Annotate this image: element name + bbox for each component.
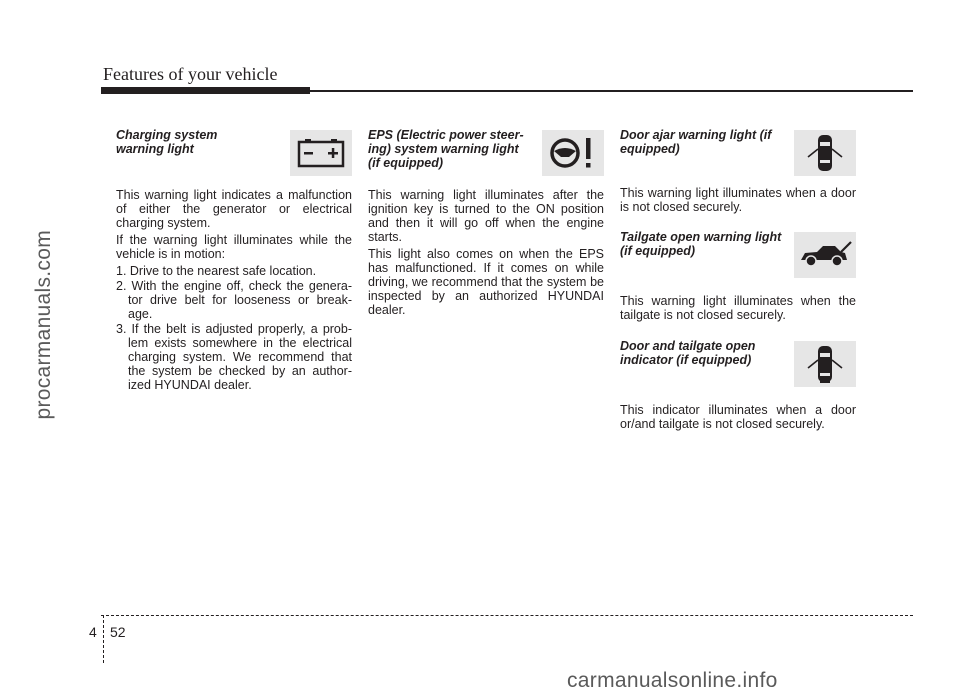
footer-divider — [103, 615, 104, 663]
column-charging — [116, 128, 352, 393]
list-item: 2. With the engine off, check the genera-tor drive belt for looseness or break-age. — [116, 279, 352, 321]
section-header-door-tailgate — [620, 339, 856, 393]
charging-paragraph-2: If the warning light illuminates while the vehicle is in motion: — [116, 233, 352, 261]
header-rule-thick — [101, 87, 310, 94]
section-header-tailgate — [620, 230, 856, 284]
tailgate-text: This warning light illuminates when the tailgate is not closed securely. — [620, 294, 856, 322]
tailgate-open-icon — [794, 232, 856, 278]
bottom-watermark: carmanualsonline.info — [567, 669, 778, 692]
section-header-eps — [368, 128, 604, 182]
steering-wheel-warning-icon — [542, 130, 604, 176]
door-ajar-icon — [794, 130, 856, 176]
section-title-tailgate: Tailgate open warning light (if equipped) — [620, 230, 782, 258]
list-item: 3. If the belt is adjusted properly, a prob-lem exists somewhere in the electrical charging system. We recommend that the system be checked by an author-ized HYUNDAI dealer. — [116, 322, 352, 392]
section-title-charging: Charging system warning light — [116, 128, 218, 156]
charging-paragraph-1: This warning light indicates a malfunction of either the generator or electrical charging system. — [116, 188, 352, 230]
section-header-door — [620, 128, 856, 182]
eps-paragraph-1: This warning light illuminates after the ignition key is turned to the ON position and then it will go off when the engine starts. — [368, 188, 604, 244]
page-header-title: Features of your vehicle — [103, 64, 278, 84]
section-title-door-tailgate: Door and tailgate open indicator (if equipped) — [620, 339, 756, 367]
column-eps — [368, 128, 604, 320]
section-header-charging — [116, 128, 352, 182]
chapter-number: 4 — [89, 624, 97, 640]
eps-paragraph-2: This light also comes on when the EPS has malfunctioned. If it comes on while driving, we recommend that the system be inspected by an authorized HYUNDAI dealer. — [368, 247, 604, 317]
footer-rule — [101, 615, 913, 616]
battery-icon — [290, 130, 352, 176]
door-ajar-text: This warning light illuminates when a door is not closed securely. — [620, 186, 856, 214]
side-watermark-text: procarmanuals.com — [32, 230, 55, 420]
list-item: 1. Drive to the nearest safe location. — [116, 264, 317, 278]
header-rule-thin — [310, 90, 913, 92]
column-door — [620, 128, 856, 434]
page-number: 52 — [110, 624, 126, 640]
section-title-door-ajar: Door ajar warning light (if equipped) — [620, 128, 772, 156]
charging-steps-list — [116, 264, 352, 392]
door-tailgate-open-icon — [794, 341, 856, 387]
section-title-eps: EPS (Electric power steer-ing) system warning light (if equipped) — [368, 128, 524, 170]
door-tailgate-text: This indicator illuminates when a door or/and tailgate is not closed securely. — [620, 403, 856, 431]
